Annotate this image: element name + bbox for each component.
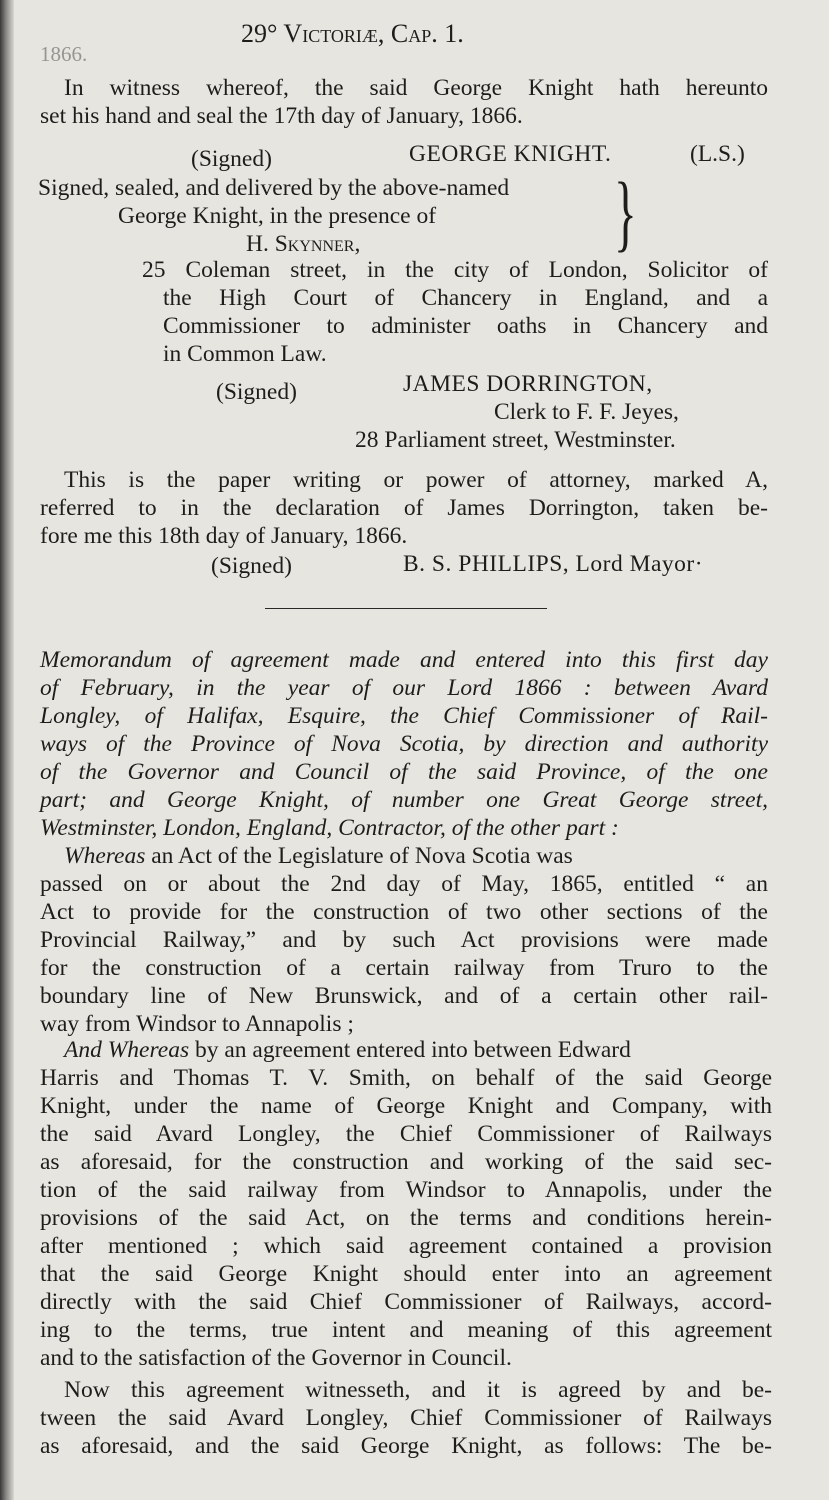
text-line: referred to in the declaration of James Dorrington, taken be- [40, 495, 768, 521]
text-span: an Act of the Legislature of Nova Scotia was [145, 843, 573, 869]
text-line: Harris and Thomas T. V. Smith, on behalf of the said George [40, 1065, 772, 1091]
text-line: Memorandum of agreement made and entered into this first day [40, 647, 768, 673]
witness-name: H. Skynner, [246, 231, 361, 257]
text-line: way from Windsor to Annapolis ; [40, 1011, 354, 1037]
text-line: set his hand and seal the 17th day of January, 1866. [40, 103, 523, 129]
text-line: of February, in the year of our Lord 1866 : between Avard [40, 675, 768, 701]
text-line [64, 842, 573, 870]
text-line: for the construction of a certain railway from Truro to the [40, 955, 768, 981]
signatory-name: B. S. PHILLIPS, Lord Mayor· [403, 551, 704, 577]
signed-label: (Signed) [191, 146, 272, 172]
text-line: Knight, under the name of George Knight and Company, with [40, 1093, 772, 1119]
text-line: as aforesaid, for the construction and working of the said sec- [40, 1149, 772, 1175]
text-line: boundary line of New Brunswick, and of a certain other rail- [40, 983, 768, 1009]
text-line: In witness whereof, the said George Knight hath hereunto [64, 75, 768, 101]
text-line: Longley, of Halifax, Esquire, the Chief Commissioner of Rail- [40, 703, 768, 729]
text-line [64, 1036, 631, 1064]
text-line: Commissioner to administer oaths in Chancery and [163, 313, 768, 339]
text-line: Westminster, London, England, Contractor, of the other part : [40, 815, 619, 841]
signed-label: (Signed) [211, 553, 292, 579]
text-line: George Knight, in the presence of [118, 203, 437, 229]
signatory-name: JAMES DORRINGTON, [403, 371, 653, 397]
text-line: and to the satisfaction of the Governor in Council. [40, 1345, 512, 1371]
brace-mark: } [614, 164, 637, 260]
text-line: Now this agreement witnesseth, and it is agreed by and be- [64, 1377, 772, 1403]
text-line: in Common Law. [163, 341, 327, 367]
text-line: provisions of the said Act, on the terms and conditions herein- [40, 1205, 772, 1231]
text-line: after mentioned ; which said agreement contained a provision [40, 1233, 772, 1259]
text-line: Act to provide for the construction of two other sections of the [40, 899, 768, 925]
text-line: that the said George Knight should enter into an agreement [40, 1261, 772, 1287]
signatory-name: GEORGE KNIGHT. [409, 141, 612, 167]
text-line: of the Governor and Council of the said Province, of the one [40, 759, 768, 785]
text-line: part; and George Knight, of number one Great George street, [40, 787, 768, 813]
text-line: the said Avard Longley, the Chief Commissioner of Railways [40, 1121, 772, 1147]
text-line: 25 Coleman street, in the city of London, Solicitor of [142, 257, 768, 283]
text-line: passed on or about the 2nd day of May, 1865, entitled “ an [40, 871, 768, 897]
text-line: tion of the said railway from Windsor to Annapolis, under the [40, 1177, 772, 1203]
text-line: This is the paper writing or power of attorney, marked A, [64, 467, 768, 493]
text-line: as aforesaid, and the said George Knight, as follows: The be- [40, 1433, 772, 1459]
text-line: ways of the Province of Nova Scotia, by direction and authority [40, 731, 768, 757]
text-line: fore me this 18th day of January, 1866. [40, 523, 408, 549]
signatory-address: 28 Parliament street, Westminster. [355, 427, 676, 453]
page-year: 1866. [40, 42, 88, 66]
running-header: 29° Victoriæ, Cap. 1. [241, 19, 464, 48]
text-line: Signed, sealed, and delivered by the above-named [38, 175, 510, 201]
text-line: directly with the said Chief Commissioner of Railways, accord- [40, 1289, 772, 1315]
text-line: ing to the terms, true intent and meaning of this agreement [40, 1317, 772, 1343]
text-line: the High Court of Chancery in England, and a [163, 285, 768, 311]
text-line: Provincial Railway,” and by such Act provisions were made [40, 927, 768, 953]
seal-mark: (L.S.) [690, 141, 745, 167]
section-divider [265, 608, 547, 609]
signed-label: (Signed) [216, 379, 297, 405]
recital-word: Whereas [64, 843, 146, 869]
signatory-role: Clerk to F. F. Jeyes, [494, 399, 679, 425]
text-line: tween the said Avard Longley, Chief Commissioner of Railways [40, 1405, 772, 1431]
text-span: by an agreement entered into between Edward [189, 1037, 631, 1063]
recital-word: And Whereas [64, 1037, 190, 1063]
